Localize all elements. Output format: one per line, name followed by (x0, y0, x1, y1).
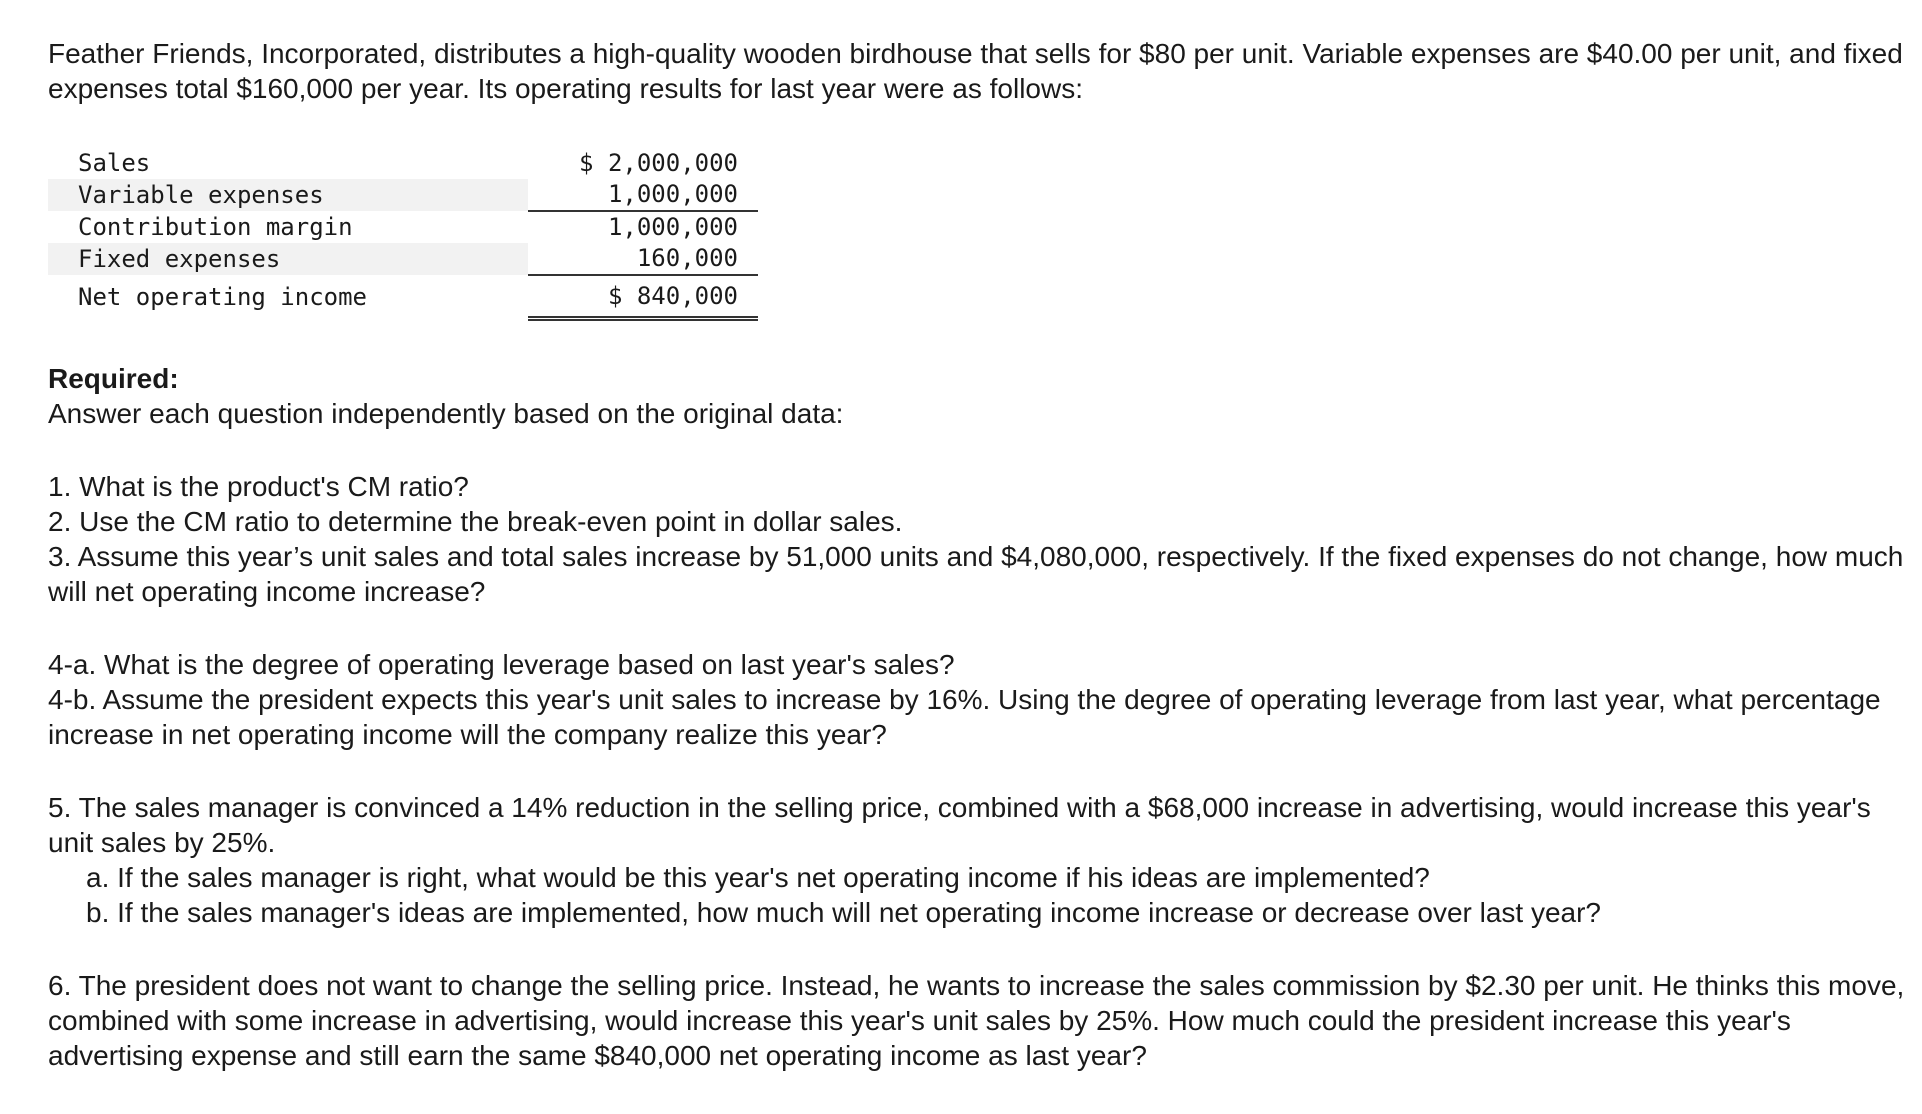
question-2: 2. Use the CM ratio to determine the break-even point in dollar sales. (48, 506, 903, 537)
statement-label: Fixed expenses (48, 243, 528, 275)
statement-amount: 1,000,000 (528, 179, 758, 211)
statement-amount: $ 2,000,000 (579, 149, 738, 177)
statement-label: Net operating income (78, 282, 367, 311)
statement-label: Variable expenses (48, 179, 528, 211)
question-4a: 4-a. What is the degree of operating leverage based on last year's sales? (48, 649, 955, 680)
statement-row-sales (48, 148, 758, 179)
intro-paragraph: Feather Friends, Incorporated, distributes a high-quality wooden birdhouse that sells for $80 per unit. Variable expenses are $40.00 per unit, and fixed expenses total $160,000 per year. Its operating results for last year were as follows: (48, 38, 1903, 104)
statement-amount: $ 840,000 (528, 275, 758, 319)
question-group-6 (48, 968, 1908, 1073)
question-6: 6. The president does not want to change the selling price. Instead, he wants to increase the sales commission by $2.30 per unit. He thinks this move, combined with some increase in advertising, would increase this year's unit sales by 25%. How much could the president increase this year's advertising expense and still earn the same $840,000 net operating income as last year? (48, 970, 1905, 1071)
question-group-4 (48, 647, 1908, 752)
statement-amount: 160,000 (528, 243, 758, 275)
question-group-5 (48, 790, 1908, 930)
question-1: 1. What is the product's CM ratio? (48, 471, 469, 502)
statement-row-contribution-margin (48, 211, 758, 243)
question-group-1-3 (48, 469, 1908, 609)
statement-row-variable-expenses (48, 179, 758, 211)
problem-page (48, 36, 1908, 1073)
statement-label: Contribution margin (78, 212, 353, 241)
income-statement-table (48, 148, 758, 321)
question-5a: a. If the sales manager is right, what would be this year's net operating income if his ideas are implemented? (86, 862, 1430, 893)
question-5: 5. The sales manager is convinced a 14% reduction in the selling price, combined with a $68,000 increase in advertising, would increase this year's unit sales by 25%. (48, 792, 1871, 858)
question-4b: 4-b. Assume the president expects this year's unit sales to increase by 16%. Using the degree of operating leverage from last year, what percentage increase in net operating income will the company realize this year? (48, 684, 1881, 750)
question-5b: b. If the sales manager's ideas are implemented, how much will net operating income increase or decrease over last year? (86, 897, 1602, 928)
statement-row-fixed-expenses (48, 243, 758, 275)
statement-amount: 1,000,000 (607, 213, 738, 241)
statement-label: Sales (78, 149, 151, 177)
statement-row-net-operating-income (48, 275, 758, 319)
question-3: 3. Assume this year’s unit sales and total sales increase by 51,000 units and $4,080,000, respectively. If the fixed expenses do not change, how much will net operating income increase? (48, 541, 1904, 607)
required-heading: Required: (48, 363, 179, 394)
required-instruction: Answer each question independently based on the original data: (48, 398, 844, 429)
